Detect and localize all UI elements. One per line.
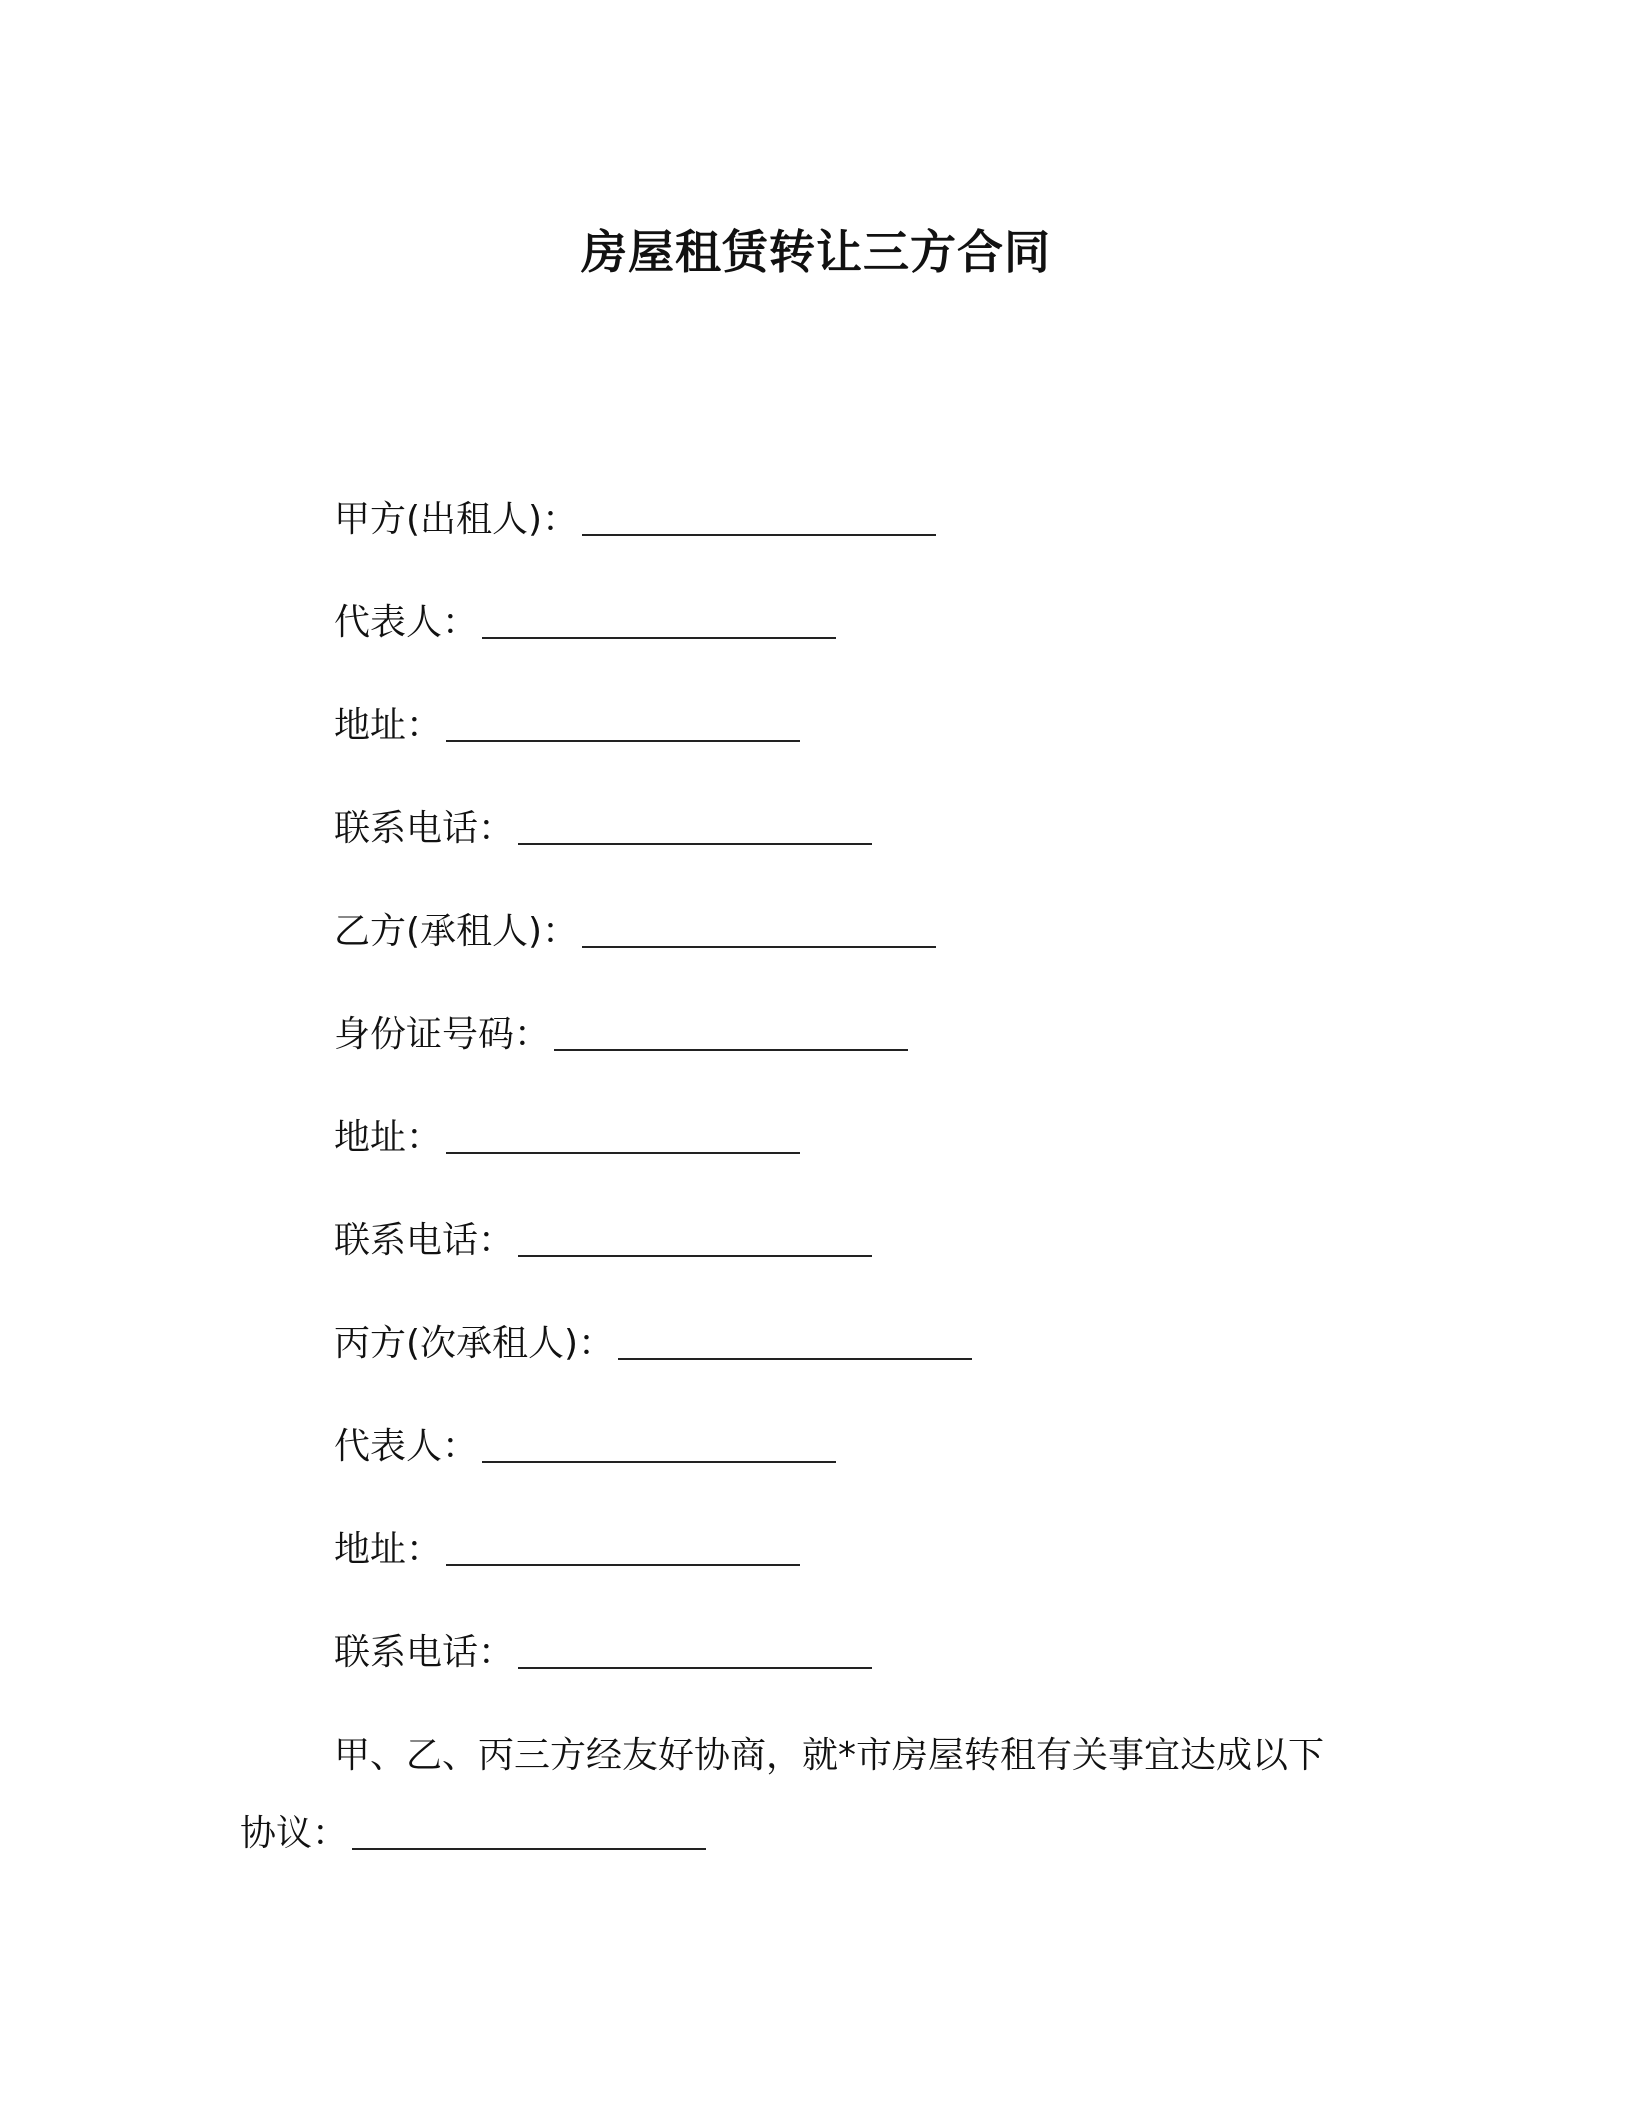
blank-line (618, 1318, 972, 1360)
field-label: 代表人： (334, 602, 479, 643)
field-sublessee (334, 1318, 972, 1370)
blank-line (446, 700, 800, 742)
field-lessor-representative (334, 597, 836, 649)
field-sublessee-address (334, 1524, 800, 1576)
field-sublessee-phone (334, 1627, 872, 1679)
field-lessee-address (334, 1112, 800, 1164)
field-label: 地址： (334, 1117, 443, 1158)
field-lessor (334, 494, 936, 546)
blank-line (554, 1009, 908, 1051)
blank-line (482, 1421, 836, 1463)
field-label: 联系电话： (334, 1632, 515, 1673)
field-lessee (334, 906, 936, 958)
document-title: 房屋租赁转让三方合同 (581, 225, 1051, 279)
blank-line (446, 1112, 800, 1154)
blank-line (518, 1627, 872, 1669)
field-label: 代表人： (334, 1426, 479, 1467)
field-label: 地址： (334, 1529, 443, 1570)
agreement-label: 协议： (240, 1813, 349, 1854)
blank-line (518, 1215, 872, 1257)
field-lessee-phone (334, 1215, 872, 1267)
blank-line (352, 1808, 706, 1850)
field-lessor-phone (334, 803, 872, 855)
field-sublessee-representative (334, 1421, 836, 1473)
blank-line (482, 597, 836, 639)
agreement-paragraph-line1: 甲、乙、丙三方经友好协商，就*市房屋转租有关事宜达成以下 (334, 1735, 1325, 1776)
field-lessor-address (334, 700, 800, 752)
field-label: 联系电话： (334, 1220, 515, 1261)
field-lessee-id-number (334, 1009, 908, 1061)
agreement-paragraph-line2 (240, 1808, 706, 1860)
blank-line (582, 906, 936, 948)
field-label: 地址： (334, 705, 443, 746)
field-label: 甲方(出租人)： (334, 499, 579, 540)
field-label: 联系电话： (334, 808, 515, 849)
blank-line (582, 494, 936, 536)
field-label: 乙方(承租人)： (334, 911, 579, 952)
field-label: 丙方(次承租人)： (334, 1323, 615, 1364)
blank-line (446, 1524, 800, 1566)
blank-line (518, 803, 872, 845)
field-label: 身份证号码： (334, 1014, 551, 1055)
